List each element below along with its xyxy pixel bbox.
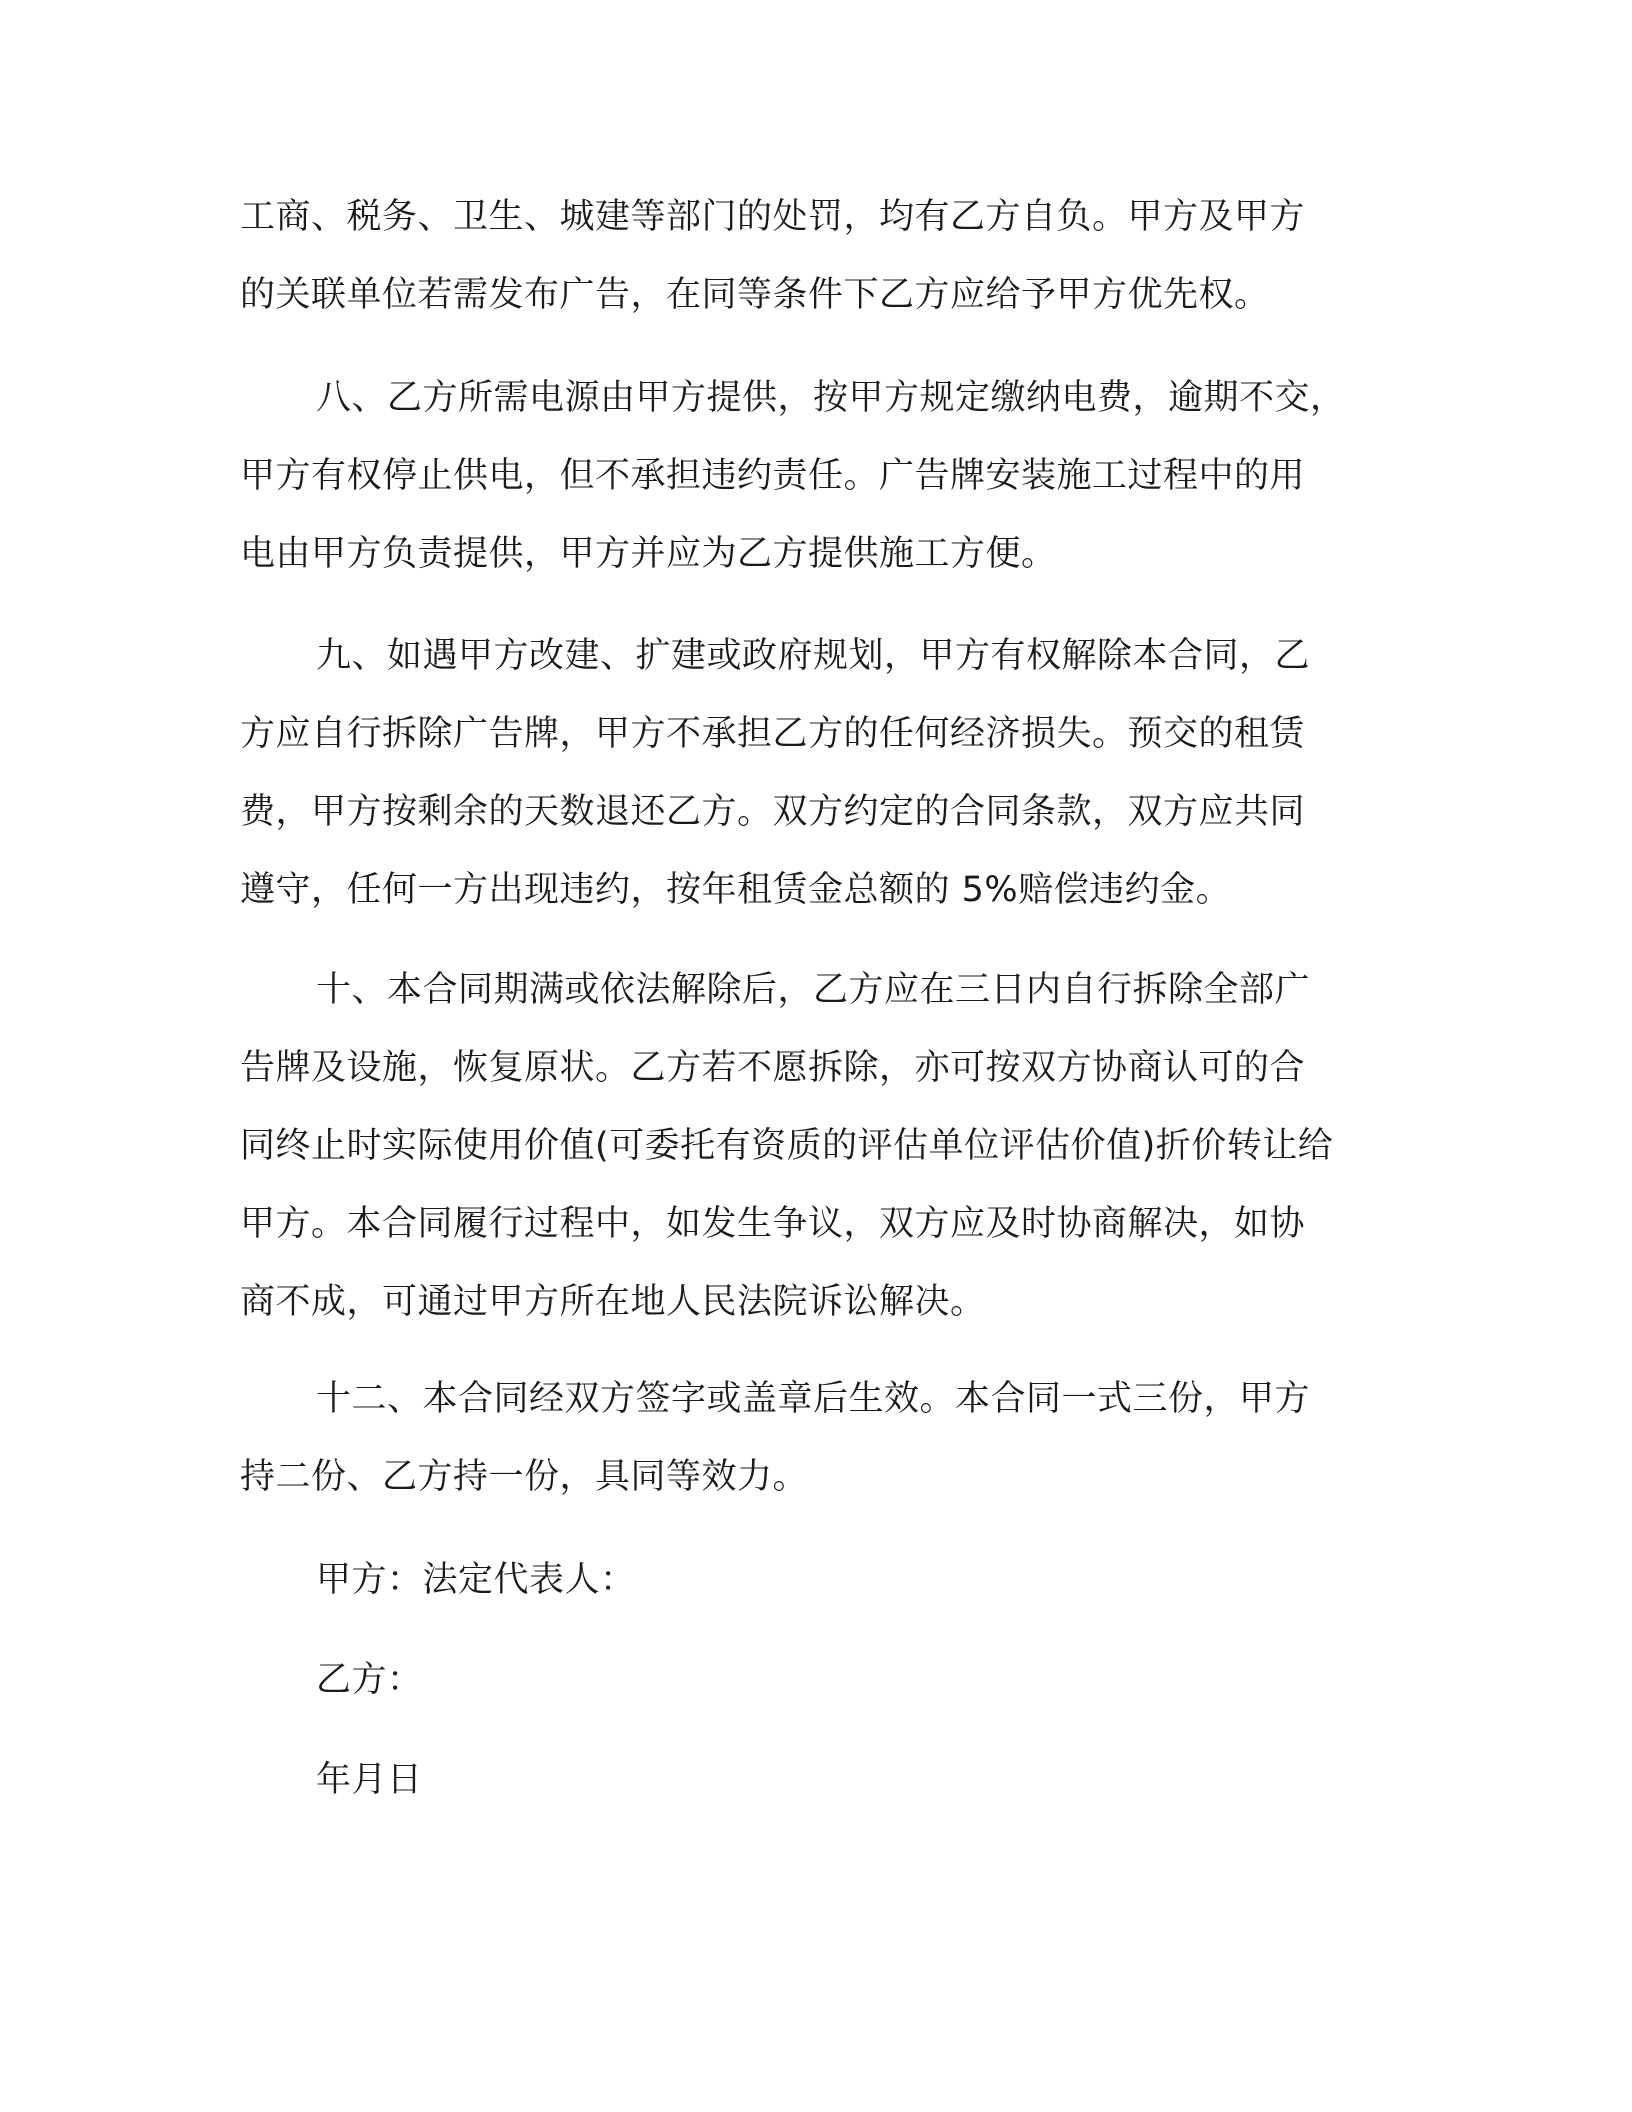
text-line: 十、本合同期满或依法解除后，乙方应在三日内自行拆除全部广 (316, 970, 1311, 1010)
text-line: 费，甲方按剩余的天数退还乙方。双方约定的合同条款，双方应共同 (240, 792, 1306, 832)
signature-party-a (240, 1541, 1390, 1619)
text-line: 九、如遇甲方改建、扩建或政府规划，甲方有权解除本合同，乙 (316, 636, 1311, 676)
clause-8-paragraph (240, 359, 1390, 593)
text-line: 八、乙方所需电源由甲方提供，按甲方规定缴纳电费，逾期不交， (316, 378, 1346, 418)
clause-12-paragraph (240, 1360, 1390, 1516)
text-line: 方应自行拆除广告牌，甲方不承担乙方的任何经济损失。预交的租赁 (240, 714, 1306, 754)
party-b-label: 乙方： (316, 1660, 423, 1700)
text-line: 工商、税务、卫生、城建等部门的处罚，均有乙方自负。甲方及甲方 (240, 197, 1306, 237)
text-line: 十二、本合同经双方签字或盖章后生效。本合同一式三份，甲方 (316, 1379, 1311, 1419)
text-line: 甲方有权停止供电，但不承担违约责任。广告牌安装施工过程中的用 (240, 456, 1306, 496)
date-label: 年月日 (316, 1760, 423, 1800)
text-line: 持二份、乙方持一份，具同等效力。 (240, 1457, 809, 1497)
text-line: 的关联单位若需发布广告，在同等条件下乙方应给予甲方优先权。 (240, 275, 1270, 315)
text-line: 告牌及设施，恢复原状。乙方若不愿拆除，亦可按双方协商认可的合 (240, 1048, 1306, 1088)
signature-date (240, 1741, 1390, 1819)
text-line: 遵守，任何一方出现违约，按年租赁金总额的 5%赔偿违约金。 (240, 870, 1232, 910)
text-line: 电由甲方负责提供，甲方并应为乙方提供施工方便。 (240, 534, 1057, 574)
party-a-label: 甲方：法定代表人： (316, 1560, 636, 1600)
signature-party-b (240, 1641, 1390, 1719)
paragraph-continuation (240, 178, 1390, 334)
text-line: 同终止时实际使用价值(可委托有资质的评估单位评估价值)折价转让给 (240, 1126, 1334, 1166)
clause-10-paragraph (240, 951, 1390, 1341)
text-line: 商不成，可通过甲方所在地人民法院诉讼解决。 (240, 1282, 986, 1322)
text-line: 甲方。本合同履行过程中，如发生争议，双方应及时协商解决，如协 (240, 1204, 1306, 1244)
clause-9-paragraph (240, 617, 1390, 929)
